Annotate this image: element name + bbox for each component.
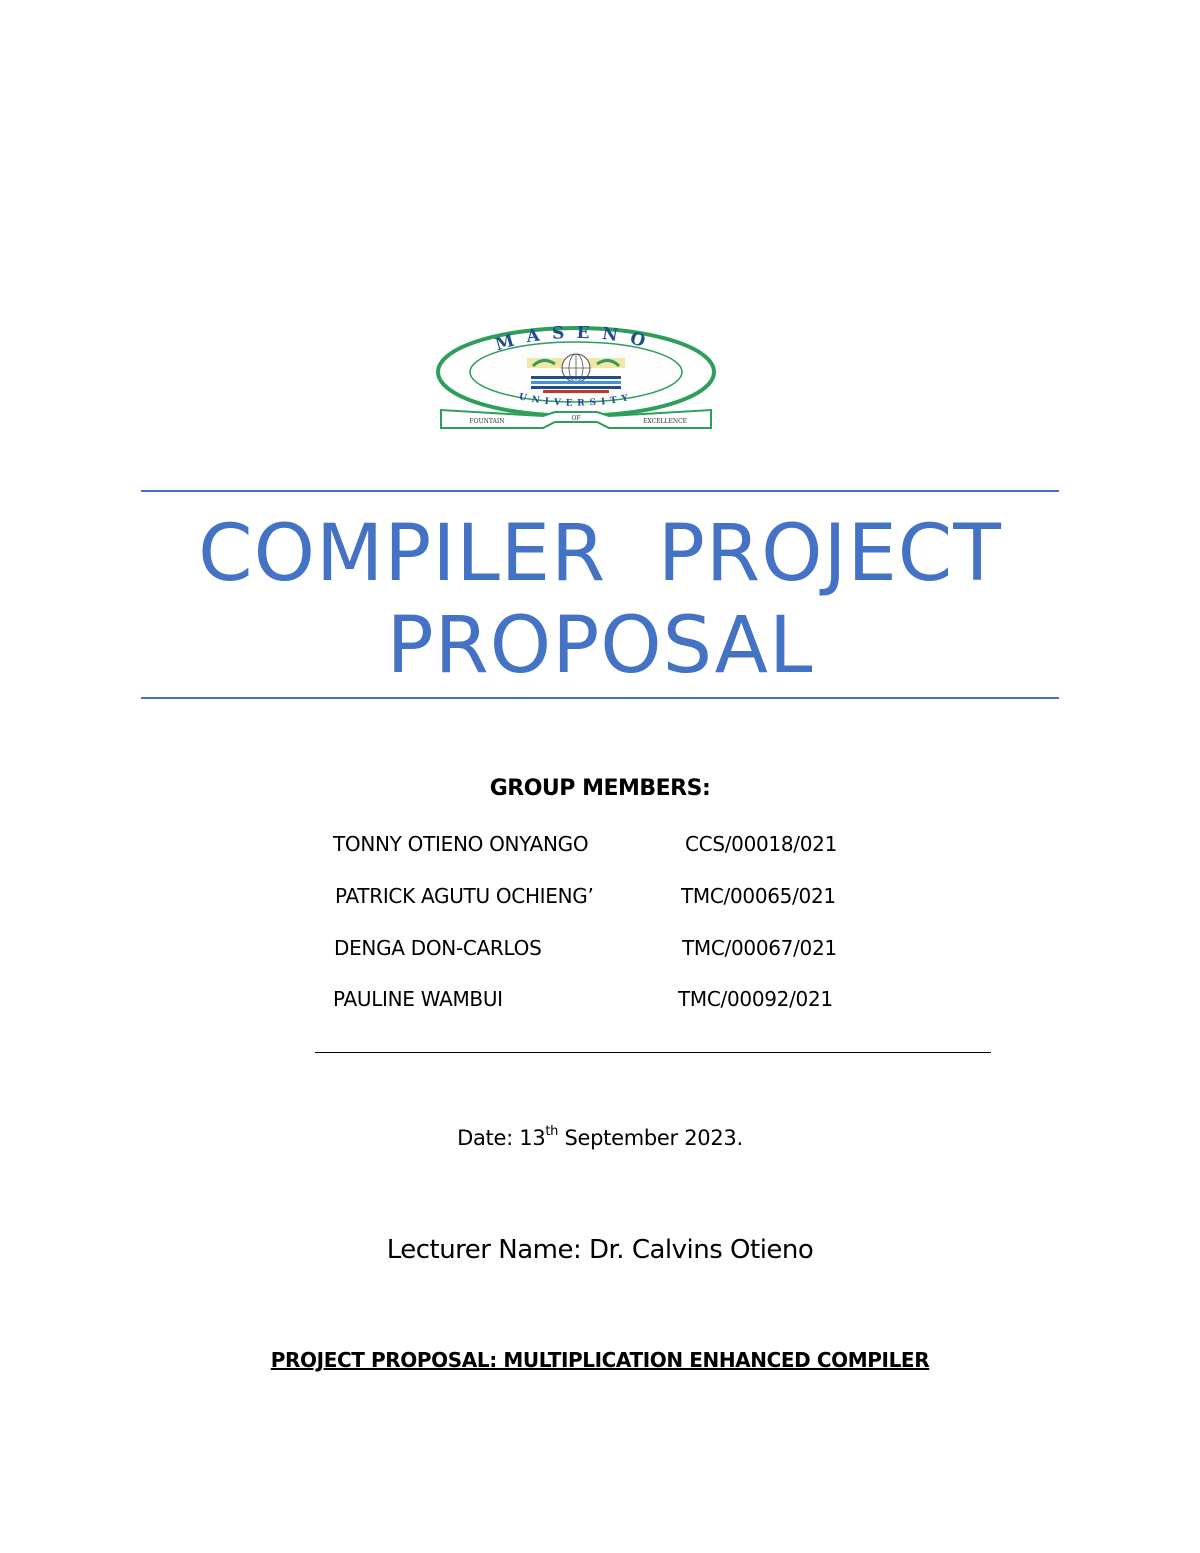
logo-bottom-text: UNIVERSITY xyxy=(517,392,635,409)
title-top-rule xyxy=(141,490,1059,492)
logo-motto-2: OF xyxy=(571,415,581,422)
member-name: PAULINE WAMBUI xyxy=(333,987,503,1011)
lecturer-name: Lecturer Name: Dr. Calvins Otieno xyxy=(386,1235,814,1265)
logo-motto-3: EXCELLENCE xyxy=(642,418,688,425)
title-line-1: COMPILER PROJECT xyxy=(198,509,1002,599)
member-reg: TMC/00065/021 xyxy=(681,884,836,908)
date-prefix: Date: 13 xyxy=(457,1126,546,1150)
page-title xyxy=(141,508,1059,692)
date-rest: September 2023. xyxy=(558,1126,743,1150)
date-ordinal: th xyxy=(545,1124,559,1139)
member-name: DENGA DON-CARLOS xyxy=(334,936,542,960)
signature-divider xyxy=(315,1052,991,1053)
date-line xyxy=(0,1126,1200,1150)
group-members-heading: GROUP MEMBERS: xyxy=(489,776,711,801)
member-reg: CCS/00018/021 xyxy=(685,832,837,856)
title-line-2: PROPOSAL xyxy=(386,601,814,691)
proposal-title: PROJECT PROPOSAL: MULTIPLICATION ENHANCED COMPILER xyxy=(270,1348,930,1372)
logo-motto-1: FOUNTAIN xyxy=(469,418,505,425)
university-logo xyxy=(435,326,717,434)
title-bottom-rule xyxy=(141,697,1059,699)
member-name: TONNY OTIENO ONYANGO xyxy=(333,832,589,856)
member-name: PATRICK AGUTU OCHIENG’ xyxy=(335,884,594,908)
member-reg: TMC/00067/021 xyxy=(682,936,837,960)
member-reg: TMC/00092/021 xyxy=(678,987,833,1011)
logo-top-text: MASENO xyxy=(493,326,660,356)
